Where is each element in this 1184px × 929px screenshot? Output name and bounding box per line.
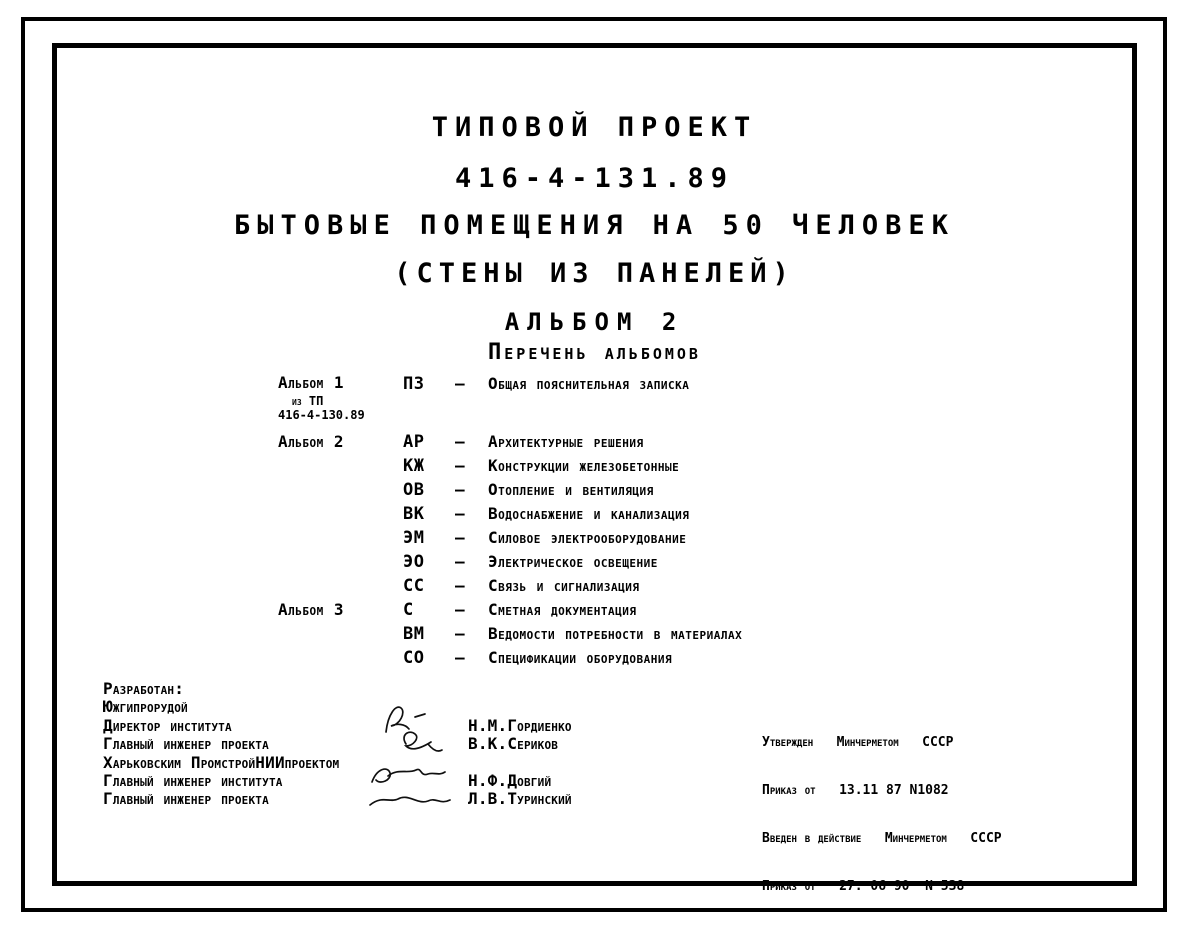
approval-block	[762, 703, 1122, 927]
section-description: Спецификации оборудования	[488, 648, 673, 667]
album-row	[278, 574, 938, 598]
album-label: Альбом 1 из ТП 416-4-130.89	[278, 372, 403, 422]
album-row	[278, 372, 938, 430]
enacted-line: Введен в действие Минчерметом СССР	[762, 831, 1002, 846]
album-row	[278, 478, 938, 502]
album-row	[278, 622, 938, 646]
album-note-number: 416-4-130.89	[278, 408, 365, 422]
album-row	[278, 550, 938, 574]
section-description: Водоснабжение и канализация	[488, 504, 690, 523]
albums-list-heading: Перечень альбомов	[488, 340, 701, 365]
section-code: ОВ	[403, 480, 425, 500]
project-subname: (СТЕНЫ ИЗ ПАНЕЛЕЙ)	[394, 258, 795, 289]
album-label: Альбом 2	[278, 432, 345, 451]
section-description: Связь и сигнализация	[488, 576, 640, 595]
section-description: Силовое электрооборудование	[488, 528, 687, 547]
section-description: Общая пояснительная записка	[488, 374, 690, 393]
album-row	[278, 430, 938, 454]
section-description: Конструкции железобетонные	[488, 456, 680, 475]
doc-type-title: ТИПОВОЙ ПРОЕКТ	[431, 112, 758, 143]
album-note: из ТП	[292, 394, 324, 408]
section-code: СС	[403, 576, 425, 596]
section-description: Электрическое освещение	[488, 552, 658, 571]
director-signature	[376, 700, 448, 756]
dash: –	[455, 600, 466, 619]
section-description: Отопление и вентиляция	[488, 480, 654, 499]
person-name: В.К.Сериков	[468, 734, 559, 754]
album-row	[278, 646, 938, 670]
dash: –	[455, 432, 466, 451]
organization-name: Южгипрорудой	[103, 697, 188, 717]
section-code: ПЗ	[403, 374, 425, 394]
organization-name: Харьковским ПромстройНИИпроектом	[103, 752, 340, 772]
role-label: Главный инженер проекта	[103, 789, 269, 809]
albums-list	[278, 372, 938, 670]
chief-engineer-signature	[364, 762, 456, 816]
person-name: Н.М.Гордиенко	[468, 715, 572, 735]
developed-heading: Разработан:	[103, 679, 185, 698]
dash: –	[455, 504, 466, 523]
order-line: Приказ от 13.11 87 N1082	[762, 783, 949, 798]
project-number: 416-4-131.89	[454, 163, 735, 194]
album-row	[278, 526, 938, 550]
section-description: Ведомости потребности в материалах	[488, 624, 743, 643]
section-code: КЖ	[403, 456, 425, 476]
project-name: БЫТОВЫЕ ПОМЕЩЕНИЯ НА 50 ЧЕЛОВЕК	[234, 210, 955, 241]
person-name: Л.В.Туринский	[468, 789, 572, 809]
section-code: ЭО	[403, 552, 425, 572]
album-number: АЛЬБОМ 2	[504, 308, 685, 336]
section-code: С	[403, 600, 414, 620]
dash: –	[455, 576, 466, 595]
dash: –	[455, 552, 466, 571]
section-code: ВК	[403, 504, 425, 524]
dash: –	[455, 624, 466, 643]
order-line: Приказ от 27. 06 90 N 538	[762, 879, 965, 894]
role-label: Главный инженер проекта	[103, 734, 269, 754]
section-code: СО	[403, 648, 425, 668]
dash: –	[455, 374, 466, 393]
album-row	[278, 454, 938, 478]
person-name: Н.Ф.Довгий	[468, 771, 552, 791]
dash: –	[455, 528, 466, 547]
role-label: Директор института	[103, 715, 232, 735]
section-description: Сметная документация	[488, 600, 637, 619]
album-row	[278, 502, 938, 526]
album-row	[278, 598, 938, 622]
section-code: ВМ	[403, 624, 425, 644]
dash: –	[455, 456, 466, 475]
section-code: АР	[403, 432, 425, 452]
approved-line: Утвержден Минчерметом СССР	[762, 735, 954, 750]
section-description: Архитектурные решения	[488, 432, 644, 451]
dash: –	[455, 648, 466, 667]
role-label: Главный инженер института	[103, 771, 283, 791]
section-code: ЭМ	[403, 528, 425, 548]
dash: –	[455, 480, 466, 499]
album-label: Альбом 3	[278, 600, 345, 619]
